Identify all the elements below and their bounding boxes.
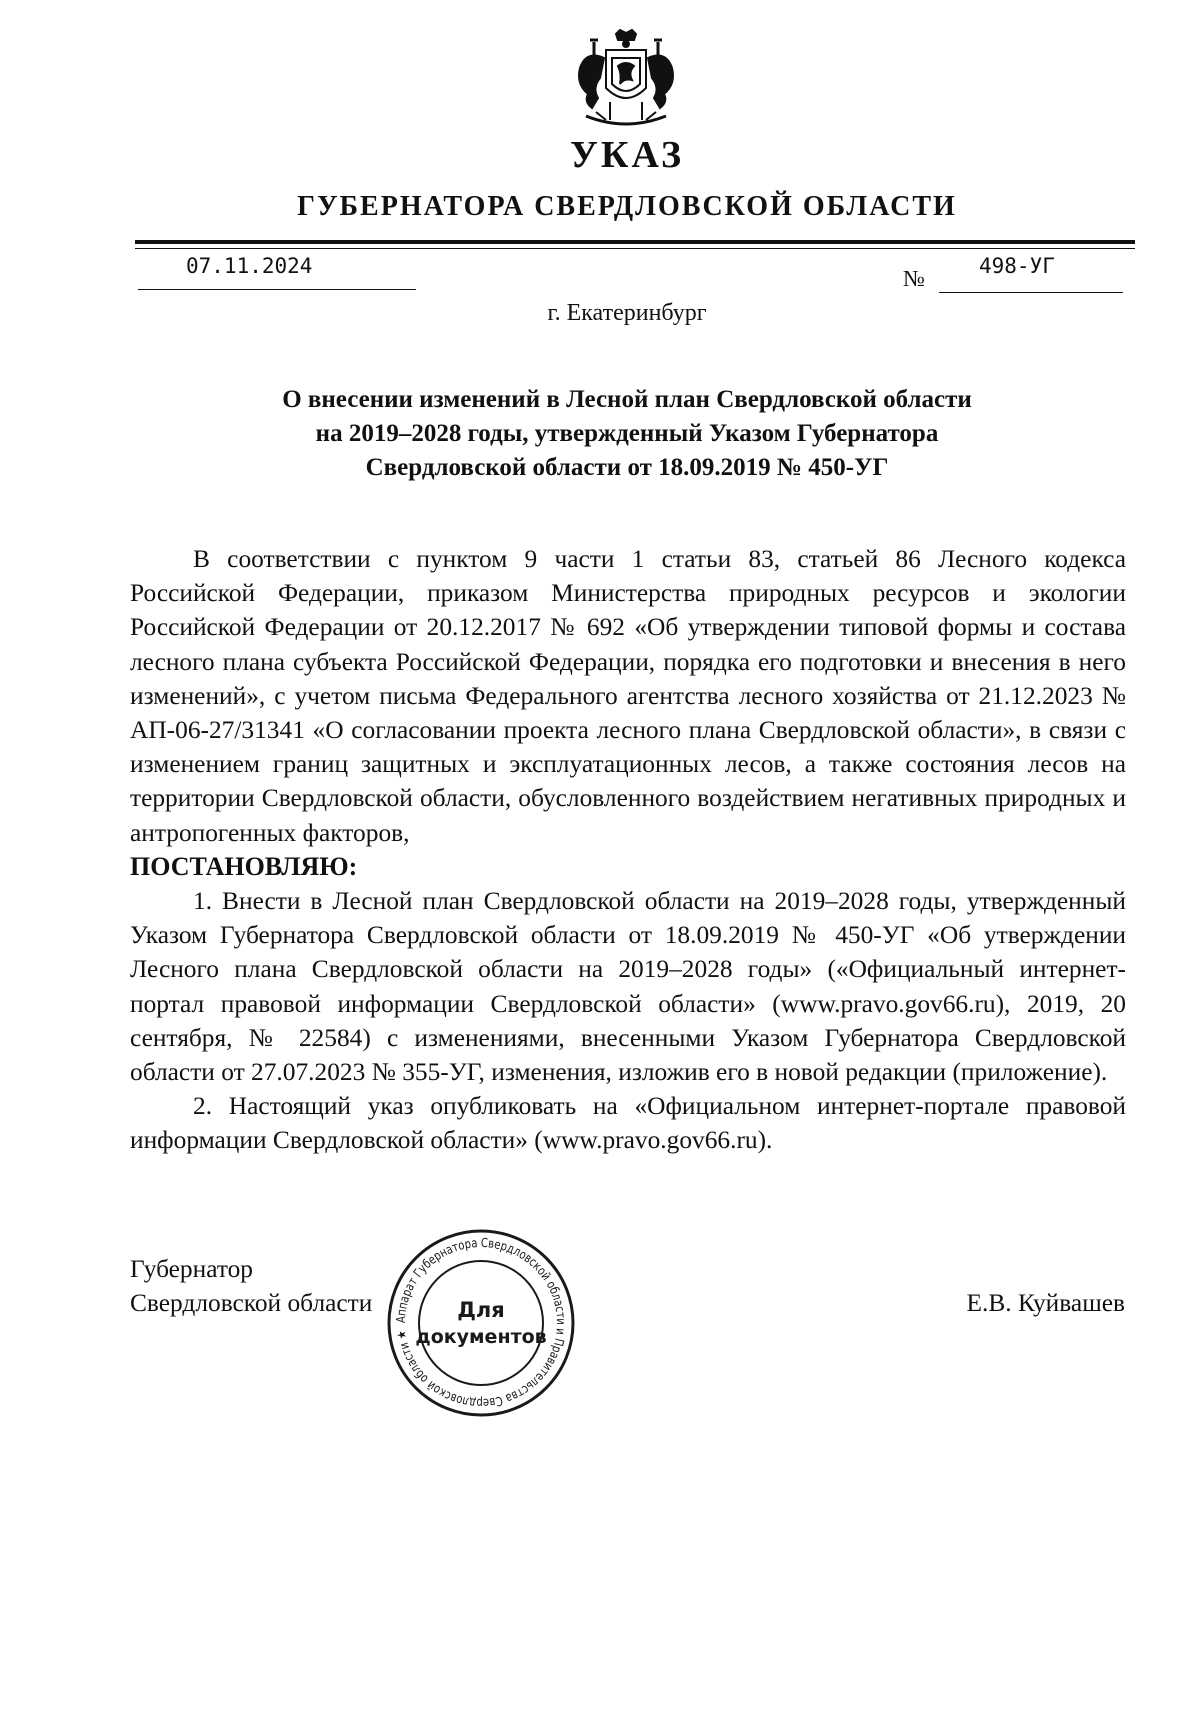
number-underline [939,292,1123,293]
document-title: УКАЗ [570,134,684,176]
seal-center-line: Для [457,1298,505,1322]
preamble-paragraph: В соответствии с пунктом 9 части 1 статьи 83, статьей 86 Лесного кодекса Российской Федерации, приказом Министерства природных ресурсов и экологии Российской Федерации от 20.12.2017 № 692 «Об утверждении типовой формы и состава лесного плана субъекта Российской Федерации, порядка его подготовки и внесения в него изменений», с учетом письма Федерального агентства лесного хозяйства от 21.12.2023 № АП-06-27/31341 «О согласовании проекта лесного плана Свердловской области», в связи с изменением границ защитных и эксплуатационных лесов, а также состояния лесов на территории Свердловской области, обусловленного воздействием негативных природных и антропогенных факторов, [130,545,1126,847]
subject-line: Свердловской области от 18.09.2019 № 450-УГ [365,454,889,481]
seal-center-line: документов [415,1326,547,1348]
subject-line: О внесении изменений в Лесной план Свердловской области [282,386,972,413]
document-city: г. Екатеринбург [547,300,707,326]
decree-item-2: 2. Настоящий указ опубликовать на «Официальном интернет-портале правовой информации Свердловской области» (www.pravo.gov66.ru). [130,1092,1126,1155]
document-date: 07.11.2024 [186,254,313,278]
document-subject [160,383,1094,485]
signatory-position-line: Губернатор [130,1255,253,1283]
document-body [130,542,1126,1158]
document-issuer: ГУБЕРНАТОРА СВЕРДЛОВСКОЙ ОБЛАСТИ [297,191,957,222]
seal-ring-text: Аппарат Губернатора Свердловской области и Правительства Свердловской области ★ [392,1234,570,1412]
signatory-position-line: Свердловской области [130,1289,373,1317]
decree-item-1: 1. Внести в Лесной план Свердловской области на 2019–2028 годы, утвержденный Указом Губернатора Свердловской области от 18.09.2019 № 450-УГ «Об утверждении Лесного плана Свердловской области на 2019–2028 годы» («Официальный интернет-портал правовой информации Свердловской области» (www.pravo.gov66.ru), 2019, 20 сентября, № 22584) с изменениями, внесенными Указом Губернатора Свердловской области от 27.07.2023 № 355-УГ, изменения, изложив его в новой редакции (приложение). [130,887,1126,1087]
official-seal-stamp [385,1227,577,1419]
signatory-position [130,1252,372,1320]
document-number: 498-УГ [979,254,1055,278]
decree-heading: ПОСТАНОВЛЯЮ: [130,851,358,881]
date-underline [138,289,416,290]
coat-of-arms-icon [566,28,686,134]
number-sign: № [903,266,925,291]
header-rule-thin [135,248,1135,249]
subject-line: на 2019–2028 годы, утвержденный Указом Губернатора [315,420,939,447]
signatory-name: Е.В. Куйвашев [966,1289,1125,1317]
header-rule-thick [135,240,1135,244]
